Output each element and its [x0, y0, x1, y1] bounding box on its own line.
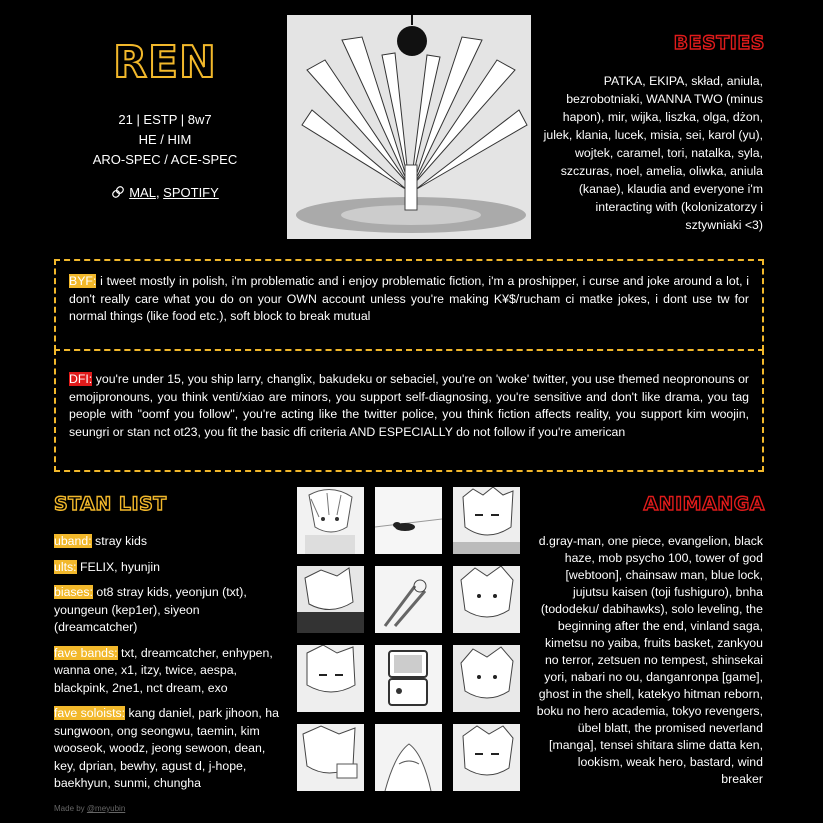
stan-item	[54, 645, 279, 698]
grid-image	[375, 724, 442, 791]
byf-text: i tweet mostly in polish, i'm problematic and i enjoy problematic fiction, i'm a proshipper, i curse and joke around a lot, i don't really care what you do on your OWN account unless you're making K¥$/rucham ci matke jokes, i dont use tw for normal things (like food etc.), soft block to break mutual	[69, 274, 749, 323]
footer-handle[interactable]: @meyubin	[86, 804, 126, 813]
byf-label: BYF:	[69, 274, 97, 288]
grid-image	[297, 566, 364, 633]
besties-list: PATKA, EKIPA, skład, aniula, bezrobotniaki, WANNA TWO (minus hapon), mir, wijka, liszka, olga, dżon, julek, klania, lucek, misia, sei, karol (yu), wojtek, caramel, tori, natalka, syla, szczuras, noel, amelia, oliwka, aniula (kanae), klaudia and everyone i'm interacting with (kolonizatorzy i sztywniaki <3)	[543, 74, 763, 232]
besties-title: BESTIES	[673, 32, 765, 54]
hero-illustration	[287, 15, 531, 239]
footer-credit	[54, 804, 125, 813]
stan-item-label: biases:	[54, 585, 93, 599]
profile-pronouns: HE / HIM	[138, 132, 192, 147]
grid-image	[453, 487, 520, 554]
profile-name: REN	[113, 37, 217, 88]
stan-list-title: STAN LIST	[54, 493, 167, 515]
profile-info	[70, 110, 260, 170]
animanga-list: d.gray-man, one piece, evangelion, black haze, mob psycho 100, tower of god [webtoon], chainsaw man, blue lock, jujutsu kaisen (toji fushiguro), bnha (tododeku/ dabihawks), solo leveling, the beginning after the end, vinland saga, kimetsu no yaiba, fruits basket, zankyou no terror, zetsuen no tempest, shinsekai yori, nabari no ou, danganronpa [game], ghost in the shell, katekyo hitman reborn, boku no hero academia, tokyo revengers, übel blatt, the promised neverland [manga], tensei shitara slime datta ken, lookism, weak hero, bastard, wind breaker	[536, 534, 763, 786]
profile-orientation: ARO-SPEC / ACE-SPEC	[92, 152, 238, 167]
grid-image	[453, 566, 520, 633]
stan-item-label: ults:	[54, 559, 77, 574]
grid-image	[297, 645, 364, 712]
grid-image	[297, 487, 364, 554]
dfi-label: DFI:	[69, 372, 93, 386]
grid-image	[375, 566, 442, 633]
stan-item	[54, 584, 279, 637]
manga-image-grid	[297, 487, 522, 792]
stan-item-value: ot8 stray kids, yeonjun (txt), youngeun (kep1er), siyeon (dreamcatcher)	[54, 585, 247, 634]
stan-item	[54, 533, 279, 551]
stan-item-value: txt, dreamcatcher, enhypen, wanna one, x1, itzy, twice, aespa, blackpink, 2ne1, nct dream, exo	[54, 645, 273, 695]
dfi-text: you're under 15, you ship larry, changlix, bakudeku or sebaciel, you're on 'woke' twitter, you use themed neopronouns or emojipronouns, you think venti/xiao are minors, you support self-diagnosing, you're sensitive and don't like drama, you tag people with "oomf you follow", you're acting like the twitter police, you think fiction affects reality, you support kim woojin, seungri or stan nct ot23, you fit the basic dfi criteria AND ESPECIALLY do not follow if you're american	[69, 372, 749, 439]
stan-list	[54, 533, 279, 801]
spotify-link[interactable]: SPOTIFY	[163, 185, 219, 200]
link-separator: ,	[155, 185, 164, 200]
stan-item	[54, 559, 279, 577]
stan-item-label: fave bands:	[54, 645, 118, 660]
chain-link-icon	[110, 184, 127, 201]
hero-manga-image	[287, 15, 531, 239]
animanga-title: ANIMANGA	[643, 493, 765, 515]
dfi-box	[54, 349, 764, 472]
stan-item-label: uband:	[54, 534, 92, 548]
byf-box	[54, 259, 764, 351]
mal-link[interactable]: MAL	[129, 185, 156, 200]
stan-item-value: stray kids	[91, 534, 147, 548]
grid-image	[453, 645, 520, 712]
stan-item	[54, 705, 279, 793]
profile-links	[70, 185, 260, 200]
stan-item-label: fave soloists:	[54, 706, 126, 720]
footer-prefix: Made by	[54, 804, 87, 813]
grid-image	[375, 487, 442, 554]
profile-stats: 21 | ESTP | 8w7	[118, 112, 212, 127]
grid-image	[453, 724, 520, 791]
stan-item-value: kang daniel, park jihoon, ha sungwoon, ong seongwu, taemin, kim wooseok, woodz, jeong sewoon, dean, key, dprian, bewhy, agust d, j-hope, baekhyun, sunmi, chungha	[54, 706, 279, 790]
grid-image	[375, 645, 442, 712]
grid-image	[297, 724, 364, 791]
stan-item-value: FELIX, hyunjin	[76, 559, 160, 574]
